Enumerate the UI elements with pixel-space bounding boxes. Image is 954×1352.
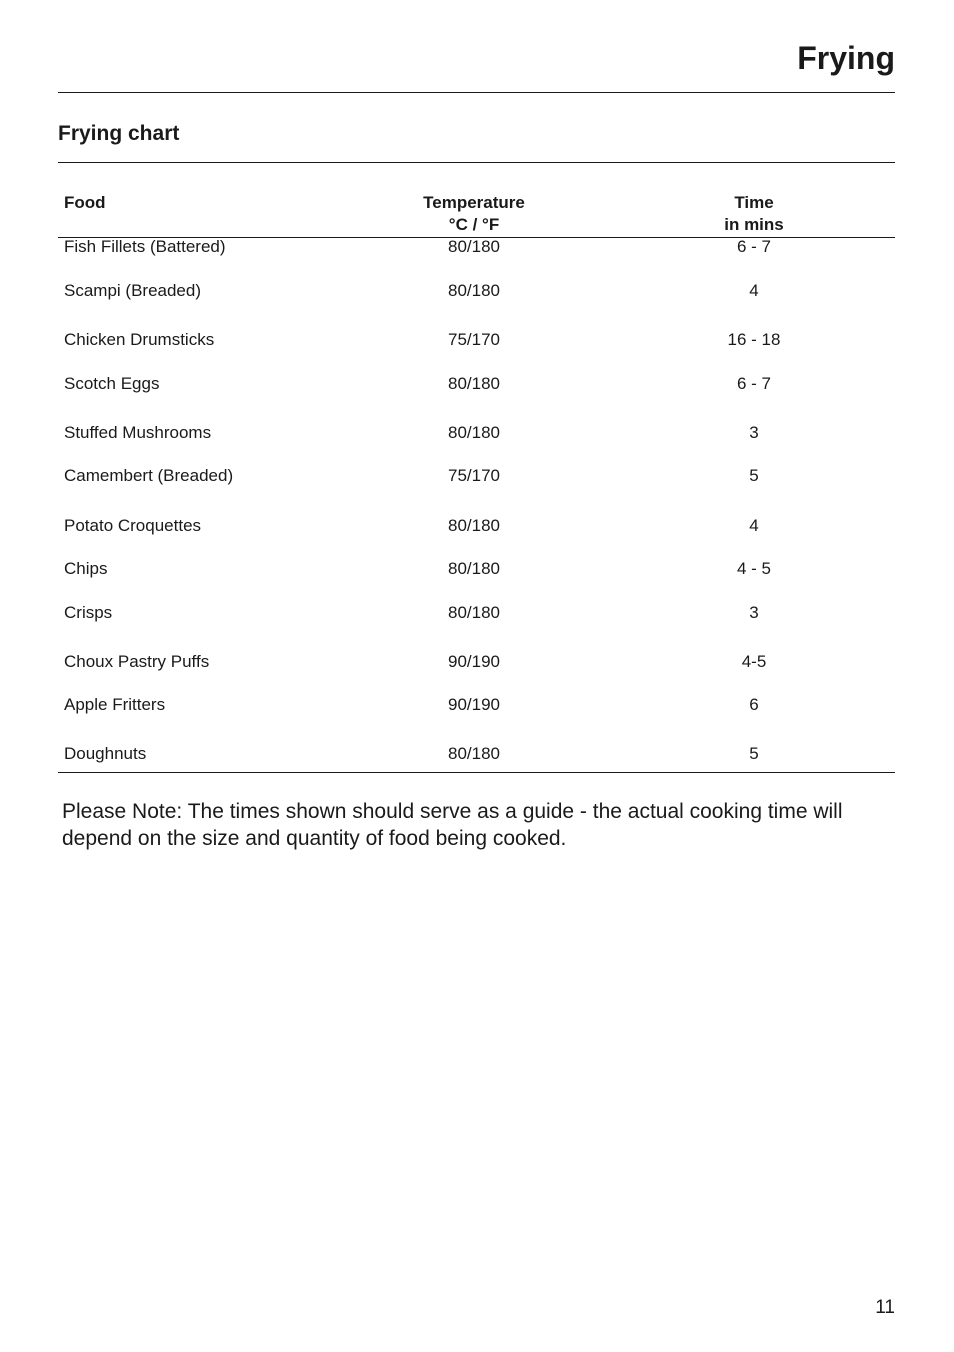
column-header-time (654, 192, 854, 236)
food-cell: Camembert (Breaded) (64, 466, 234, 485)
time-cell: 4-5 (741, 652, 767, 671)
table-row (58, 328, 895, 352)
table-row (58, 514, 895, 538)
temperature-cell: 90/190 (448, 695, 500, 714)
time-cell: 4 - 5 (736, 559, 772, 578)
table-row (58, 279, 895, 303)
table-row (58, 421, 895, 445)
table-row (58, 693, 895, 717)
food-cell: Apple Fritters (64, 695, 166, 714)
table-row (58, 235, 895, 259)
table-row (58, 372, 895, 396)
column-header-time-unit: in mins (724, 215, 784, 234)
time-cell: 6 (749, 695, 759, 714)
table-row (58, 742, 895, 766)
food-cell: Chicken Drumsticks (64, 330, 215, 349)
time-cell: 6 - 7 (736, 374, 772, 393)
section-title: Frying chart (58, 122, 180, 145)
time-cell: 3 (749, 423, 759, 442)
time-cell: 4 (749, 516, 759, 535)
temperature-cell: 80/180 (448, 516, 500, 535)
table-header (58, 190, 895, 238)
temperature-cell: 80/180 (448, 281, 500, 300)
table-row (58, 601, 895, 625)
column-header-food (64, 192, 106, 214)
time-cell: 3 (749, 603, 759, 622)
page-number: 11 (875, 1297, 895, 1318)
food-cell: Scotch Eggs (64, 374, 160, 393)
column-header-time-label: Time (734, 193, 774, 212)
food-cell: Crisps (64, 603, 113, 622)
page-title: Frying (797, 40, 895, 76)
cooking-time-note: Please Note: The times shown should serve as a guide - the actual cooking time will depend on the size and quantity of food being cooked. (62, 800, 843, 850)
time-cell: 6 - 7 (736, 237, 772, 256)
temperature-cell: 90/190 (448, 652, 500, 671)
column-header-food-label: Food (64, 193, 106, 212)
column-header-temperature (374, 192, 574, 236)
food-cell: Doughnuts (64, 744, 147, 763)
time-cell: 5 (749, 466, 759, 485)
section-divider (58, 162, 895, 163)
title-divider (58, 92, 895, 93)
table-row (58, 464, 895, 488)
time-cell: 16 - 18 (727, 330, 781, 349)
food-cell: Potato Croquettes (64, 516, 202, 535)
time-cell: 4 (749, 281, 759, 300)
food-cell: Fish Fillets (Battered) (64, 237, 226, 256)
column-header-temperature-label: Temperature (423, 193, 525, 212)
temperature-cell: 80/180 (448, 559, 500, 578)
temperature-cell: 80/180 (448, 374, 500, 393)
temperature-cell: 75/170 (448, 330, 500, 349)
temperature-cell: 75/170 (448, 466, 500, 485)
frying-chart-table (58, 190, 895, 773)
temperature-cell: 80/180 (448, 603, 500, 622)
table-row (58, 650, 895, 674)
table-body (58, 238, 895, 773)
temperature-cell: 80/180 (448, 237, 500, 256)
table-row (58, 557, 895, 581)
food-cell: Choux Pastry Puffs (64, 652, 210, 671)
food-cell: Scampi (Breaded) (64, 281, 202, 300)
temperature-cell: 80/180 (448, 423, 500, 442)
food-cell: Chips (64, 559, 108, 578)
time-cell: 5 (749, 744, 759, 763)
food-cell: Stuffed Mushrooms (64, 423, 212, 442)
column-header-temperature-unit: °C / °F (448, 215, 500, 234)
temperature-cell: 80/180 (448, 744, 500, 763)
